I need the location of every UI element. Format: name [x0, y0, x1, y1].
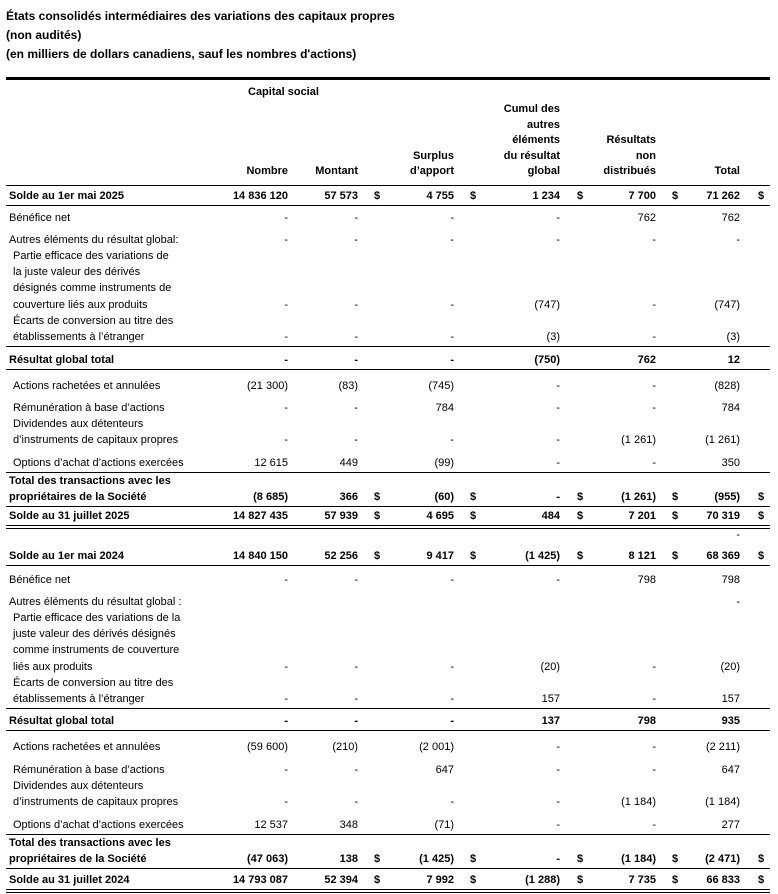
cell-montant: -	[354, 212, 358, 224]
table-row	[0, 762, 778, 778]
cell-cumul: (750)	[534, 354, 560, 366]
currency-symbol: $	[758, 510, 765, 522]
cell-resultats: -	[652, 741, 656, 753]
row-label-line: Dividendes aux détenteurs	[13, 418, 144, 430]
row-label	[9, 713, 214, 729]
currency-symbol: $	[374, 874, 381, 886]
table-row	[0, 675, 778, 707]
cell-resultats: 762	[637, 212, 656, 224]
table-row	[0, 594, 778, 610]
row-label	[9, 508, 214, 524]
cell-cumul: -	[556, 402, 560, 414]
table-row	[0, 508, 778, 524]
column-header-cumul-line: du résultat	[503, 149, 560, 162]
currency-symbol: $	[577, 550, 584, 562]
row-label-line: Résultat global total	[9, 354, 115, 366]
cell-nombre: 12 537	[254, 819, 288, 831]
cell-montant: -	[354, 298, 358, 311]
currency-symbol: $	[758, 853, 765, 866]
cell-surplus: 4 755	[426, 190, 454, 202]
cell-nombre: -	[284, 434, 288, 447]
row-label	[9, 188, 214, 204]
cell-total: 66 833	[706, 874, 740, 886]
table-row	[0, 610, 778, 675]
currency-symbol: $	[470, 874, 477, 886]
cell-nombre: -	[284, 354, 288, 366]
row-label-line: la juste valeur des dérivés	[13, 266, 141, 279]
cell-resultats: -	[652, 764, 656, 776]
row-label-line: Actions rachetées et annulées	[13, 380, 161, 392]
cell-surplus: -	[450, 298, 454, 311]
table-row	[0, 455, 778, 471]
cell-nombre: -	[284, 715, 288, 727]
cell-surplus: (2 001)	[419, 741, 454, 753]
currency-symbol: $	[470, 853, 477, 866]
column-header-cumul-line: Cumul des	[503, 103, 560, 115]
row-rule	[6, 205, 770, 206]
row-label-line: Options d’achat d’actions exercées	[13, 819, 184, 831]
currency-symbol: $	[577, 853, 584, 866]
row-label	[9, 473, 214, 505]
cell-montant: 52 256	[324, 550, 358, 562]
cell-nombre: 14 827 435	[232, 510, 288, 522]
row-label-line: Total des transactions avec les	[9, 837, 171, 849]
table-row	[0, 817, 778, 833]
row-label-line: Solde au 31 juillet 2025	[9, 510, 130, 522]
cell-cumul: -	[556, 491, 560, 504]
cell-montant: 348	[339, 819, 358, 831]
cell-surplus: -	[450, 660, 454, 673]
row-label-line: établissements à l’étranger	[13, 693, 145, 706]
cell-surplus: (71)	[434, 819, 454, 831]
heading-line-3: (en milliers de dollars canadiens, sauf les nombres d'actions)	[6, 47, 357, 61]
cell-surplus: -	[450, 234, 454, 246]
currency-symbol: $	[374, 510, 381, 522]
row-rule	[6, 346, 770, 347]
cell-montant: -	[354, 693, 358, 706]
table-row	[0, 378, 778, 394]
cell-total: 647	[721, 764, 740, 776]
cell-montant: -	[354, 715, 358, 727]
currency-symbol: $	[470, 491, 477, 504]
currency-symbol: $	[577, 190, 584, 202]
cell-total: -	[736, 234, 740, 246]
currency-symbol: $	[577, 510, 584, 522]
row-label	[9, 762, 214, 778]
row-label-line: Partie efficace des variations de la	[13, 612, 181, 624]
cell-cumul: (3)	[546, 331, 560, 344]
row-label-line: Rémunération à base d’actions	[13, 402, 165, 414]
cell-cumul: (1 425)	[525, 550, 560, 562]
currency-symbol: $	[470, 190, 477, 202]
cell-montant: -	[354, 796, 358, 809]
cell-resultats: (1 261)	[621, 434, 656, 447]
cell-resultats: (1 184)	[621, 796, 656, 809]
currency-symbol: $	[470, 550, 477, 562]
cell-surplus: 647	[435, 764, 454, 776]
table-row	[0, 739, 778, 755]
column-header-surplus-line: Surplus	[413, 149, 454, 162]
row-label	[9, 548, 214, 564]
currency-symbol: $	[672, 190, 679, 202]
cell-nombre: 14 840 150	[232, 550, 288, 562]
table-row	[0, 572, 778, 588]
row-label	[9, 378, 214, 394]
row-label-line: Partie efficace des variations de	[13, 250, 169, 262]
row-label-line: Solde au 1er mai 2024	[9, 550, 124, 562]
currency-symbol: $	[470, 510, 477, 522]
row-label-line: propriétaires de la Société	[9, 853, 147, 866]
table-row	[0, 416, 778, 448]
cell-resultats: -	[652, 234, 656, 246]
cell-total: 71 262	[706, 190, 740, 202]
cell-surplus: 9 417	[426, 550, 454, 562]
cell-resultats: 762	[637, 354, 656, 366]
cell-cumul: -	[556, 212, 560, 224]
cell-cumul: 137	[541, 715, 560, 727]
row-label-line: Solde au 31 juillet 2024	[9, 874, 130, 886]
cell-montant: 57 939	[324, 510, 358, 522]
row-label	[9, 610, 214, 675]
row-rule	[6, 369, 770, 370]
cell-montant: 52 394	[324, 874, 358, 886]
cell-surplus: (60)	[434, 491, 454, 504]
cell-nombre: -	[284, 574, 288, 586]
row-label-line: Écarts de conversion au titre des	[13, 677, 174, 689]
row-label-line: d’instruments de capitaux propres	[13, 796, 179, 809]
cell-cumul: -	[556, 574, 560, 586]
column-header-cumul-line: autres	[526, 118, 560, 131]
cell-cumul: (747)	[534, 298, 560, 311]
cell-surplus: -	[450, 354, 454, 366]
row-label	[9, 248, 214, 313]
cell-resultats: 8 121	[628, 550, 656, 562]
cell-resultats: (1 184)	[621, 853, 656, 866]
cell-montant: (83)	[338, 380, 358, 392]
double-rule	[6, 892, 770, 893]
table-row	[0, 188, 778, 204]
row-label	[9, 232, 214, 248]
cell-montant: -	[354, 574, 358, 586]
row-label-line: Rémunération à base d’actions	[13, 764, 165, 776]
currency-symbol: $	[672, 491, 679, 504]
currency-symbol: $	[374, 190, 381, 202]
currency-symbol: $	[672, 853, 679, 866]
cell-surplus: -	[450, 796, 454, 809]
row-rule	[6, 730, 770, 731]
cell-cumul: 484	[541, 510, 560, 522]
cell-montant: 366	[339, 491, 358, 504]
cell-surplus: -	[450, 331, 454, 344]
row-label-line: comme instruments de couverture	[13, 644, 180, 657]
cell-montant: -	[354, 660, 358, 673]
cell-surplus: -	[450, 715, 454, 727]
cell-cumul: -	[556, 380, 560, 392]
cell-resultats: -	[652, 693, 656, 706]
cell-resultats: -	[652, 331, 656, 344]
cell-cumul: -	[556, 764, 560, 776]
cell-total: 70 319	[706, 510, 740, 522]
row-label-line: Solde au 1er mai 2025	[9, 190, 124, 202]
row-label	[9, 594, 214, 610]
column-header-surplus-line: d’apport	[410, 165, 454, 178]
cell-resultats: -	[652, 402, 656, 414]
row-rule	[6, 708, 770, 709]
table-row	[0, 248, 778, 313]
currency-symbol: $	[758, 874, 765, 886]
row-label-line: Autres éléments du résultat global:	[9, 234, 179, 246]
cell-resultats: 7 735	[628, 874, 656, 886]
row-label-line: Écarts de conversion au titre des	[13, 315, 174, 327]
cell-nombre: -	[284, 212, 288, 224]
cell-cumul: (20)	[540, 660, 560, 673]
cell-surplus: -	[450, 434, 454, 447]
cell-resultats: 7 700	[628, 190, 656, 202]
row-label	[9, 817, 214, 833]
heading-line-1: États consolidés intermédiaires des variations des capitaux propres	[6, 9, 395, 23]
cell-nombre: -	[284, 693, 288, 706]
row-rule	[6, 565, 770, 566]
row-label	[9, 313, 214, 345]
row-label-line: Résultat global total	[9, 715, 115, 727]
cell-total: -	[736, 596, 740, 608]
cell-resultats: -	[652, 298, 656, 311]
column-header-resultats-line: distribués	[603, 165, 656, 178]
cell-nombre: -	[284, 402, 288, 414]
cell-surplus: 7 992	[426, 874, 454, 886]
cell-total: 784	[721, 402, 740, 414]
cell-nombre: -	[284, 796, 288, 809]
table-row	[0, 835, 778, 867]
row-label	[9, 675, 214, 707]
cell-montant: -	[354, 331, 358, 344]
cell-montant: -	[354, 434, 358, 447]
cell-surplus: -	[450, 212, 454, 224]
cell-nombre: (8 685)	[253, 491, 288, 504]
cell-montant: -	[354, 354, 358, 366]
cell-nombre: (47 063)	[247, 853, 288, 866]
table-row	[0, 713, 778, 729]
cell-cumul: -	[556, 796, 560, 809]
cell-nombre: 12 615	[254, 457, 288, 469]
cell-nombre: -	[284, 331, 288, 344]
cell-surplus: 4 695	[426, 510, 454, 522]
table-row	[0, 313, 778, 345]
column-header-total-line: Total	[714, 165, 740, 178]
column-header-resultats-line: non	[635, 149, 656, 162]
row-label-line: désignés comme instruments de	[13, 282, 172, 295]
cell-total: 68 369	[706, 550, 740, 562]
row-label-line: Total des transactions avec les	[9, 475, 171, 487]
cell-total: (3)	[726, 331, 740, 344]
row-label	[9, 739, 214, 755]
column-header-cumul-line: global	[527, 165, 560, 178]
cell-nombre: (21 300)	[247, 380, 288, 392]
cell-total: (747)	[714, 298, 740, 311]
currency-symbol: $	[672, 874, 679, 886]
row-label	[9, 778, 214, 810]
row-label-line: couverture liés aux produits	[13, 298, 148, 311]
cell-total: 762	[721, 212, 740, 224]
column-header-resultats-line: Résultats	[606, 134, 656, 147]
column-header-cumul-line: éléments	[512, 134, 560, 147]
row-label-line: Dividendes aux détenteurs	[13, 780, 144, 792]
currency-symbol: $	[577, 491, 584, 504]
heading-line-2: (non audités)	[6, 28, 82, 42]
cell-nombre: -	[284, 660, 288, 673]
table-row	[0, 352, 778, 368]
cell-cumul: -	[556, 819, 560, 831]
cell-total: -	[736, 529, 740, 541]
cell-total: 277	[721, 819, 740, 831]
cell-cumul: -	[556, 234, 560, 246]
cell-surplus: -	[450, 693, 454, 706]
currency-symbol: $	[374, 550, 381, 562]
cell-total: (828)	[714, 380, 740, 392]
cell-total: 798	[721, 574, 740, 586]
cell-montant: -	[354, 402, 358, 414]
row-label	[9, 416, 214, 448]
cell-resultats: -	[652, 380, 656, 392]
currency-symbol: $	[758, 550, 765, 562]
currency-symbol: $	[758, 491, 765, 504]
cell-nombre: -	[284, 764, 288, 776]
cell-total: (2 211)	[705, 741, 740, 753]
cell-montant: -	[354, 234, 358, 246]
cell-cumul: -	[556, 434, 560, 447]
table-row	[0, 527, 778, 543]
cell-montant: 138	[339, 853, 358, 866]
cell-nombre: -	[284, 234, 288, 246]
cell-montant: -	[354, 764, 358, 776]
header-bottom-rule	[6, 185, 770, 186]
row-rule	[6, 868, 770, 869]
cell-total: 12	[727, 354, 740, 366]
table-row	[0, 210, 778, 226]
row-label-line: juste valeur des dérivés désignés	[13, 628, 176, 641]
currency-symbol: $	[374, 491, 381, 504]
cell-surplus: 784	[435, 402, 454, 414]
cell-montant: 57 573	[324, 190, 358, 202]
cell-montant: (210)	[332, 741, 358, 753]
cell-cumul: 1 234	[532, 190, 560, 202]
row-label-line: Options d’achat d’actions exercées	[13, 457, 184, 469]
row-label	[9, 352, 214, 368]
cell-resultats: 798	[637, 715, 656, 727]
row-label-line: Bénéfice net	[9, 574, 71, 586]
cell-surplus: (745)	[428, 380, 454, 392]
cell-total: 935	[721, 715, 740, 727]
table-row	[0, 872, 778, 888]
cell-total: (1 261)	[705, 434, 740, 447]
currency-symbol: $	[672, 510, 679, 522]
cell-resultats: -	[652, 819, 656, 831]
column-header-montant-line: Montant	[315, 165, 358, 178]
row-label-line: propriétaires de la Société	[9, 491, 147, 504]
cell-cumul: -	[556, 853, 560, 866]
capital-social-group-label: Capital social	[248, 86, 319, 98]
row-label-line: Actions rachetées et annulées	[13, 741, 161, 753]
row-label-line: établissements à l’étranger	[13, 331, 145, 344]
column-header-nombre-line: Nombre	[246, 165, 288, 178]
cell-surplus: (99)	[434, 457, 454, 469]
cell-cumul: (1 288)	[525, 874, 560, 886]
row-label-line: liés aux produits	[13, 660, 93, 673]
row-label-line: d’instruments de capitaux propres	[13, 434, 179, 447]
cell-total: (1 184)	[705, 796, 740, 809]
row-label-line: Bénéfice net	[9, 212, 71, 224]
currency-symbol: $	[577, 874, 584, 886]
cell-total: 350	[721, 457, 740, 469]
cell-nombre: 14 836 120	[232, 190, 288, 202]
row-label	[9, 400, 214, 416]
row-label	[9, 835, 214, 867]
cell-total: (2 471)	[705, 853, 740, 866]
cell-surplus: (1 425)	[419, 853, 454, 866]
cell-montant: 449	[339, 457, 358, 469]
table-row	[0, 473, 778, 505]
currency-symbol: $	[672, 550, 679, 562]
table-row	[0, 548, 778, 564]
row-label	[9, 455, 214, 471]
currency-symbol: $	[758, 190, 765, 202]
cell-resultats: -	[652, 660, 656, 673]
cell-resultats: -	[652, 457, 656, 469]
cell-surplus: -	[450, 574, 454, 586]
row-label	[9, 572, 214, 588]
table-row	[0, 778, 778, 810]
cell-nombre: (59 600)	[247, 741, 288, 753]
cell-cumul: -	[556, 457, 560, 469]
cell-cumul: 157	[541, 693, 560, 706]
cell-cumul: -	[556, 741, 560, 753]
cell-resultats: (1 261)	[621, 491, 656, 504]
row-label	[9, 210, 214, 226]
cell-total: (20)	[720, 660, 740, 673]
table-row	[0, 232, 778, 248]
cell-nombre: 14 793 087	[232, 874, 288, 886]
currency-symbol: $	[374, 853, 381, 866]
cell-total: (955)	[714, 491, 740, 504]
cell-resultats: 798	[637, 574, 656, 586]
row-label-line: Autres éléments du résultat global :	[9, 596, 182, 608]
table-row	[0, 400, 778, 416]
cell-total: 157	[721, 693, 740, 706]
row-label	[9, 872, 214, 888]
cell-nombre: -	[284, 298, 288, 311]
cell-resultats: 7 201	[628, 510, 656, 522]
double-rule	[6, 889, 770, 890]
